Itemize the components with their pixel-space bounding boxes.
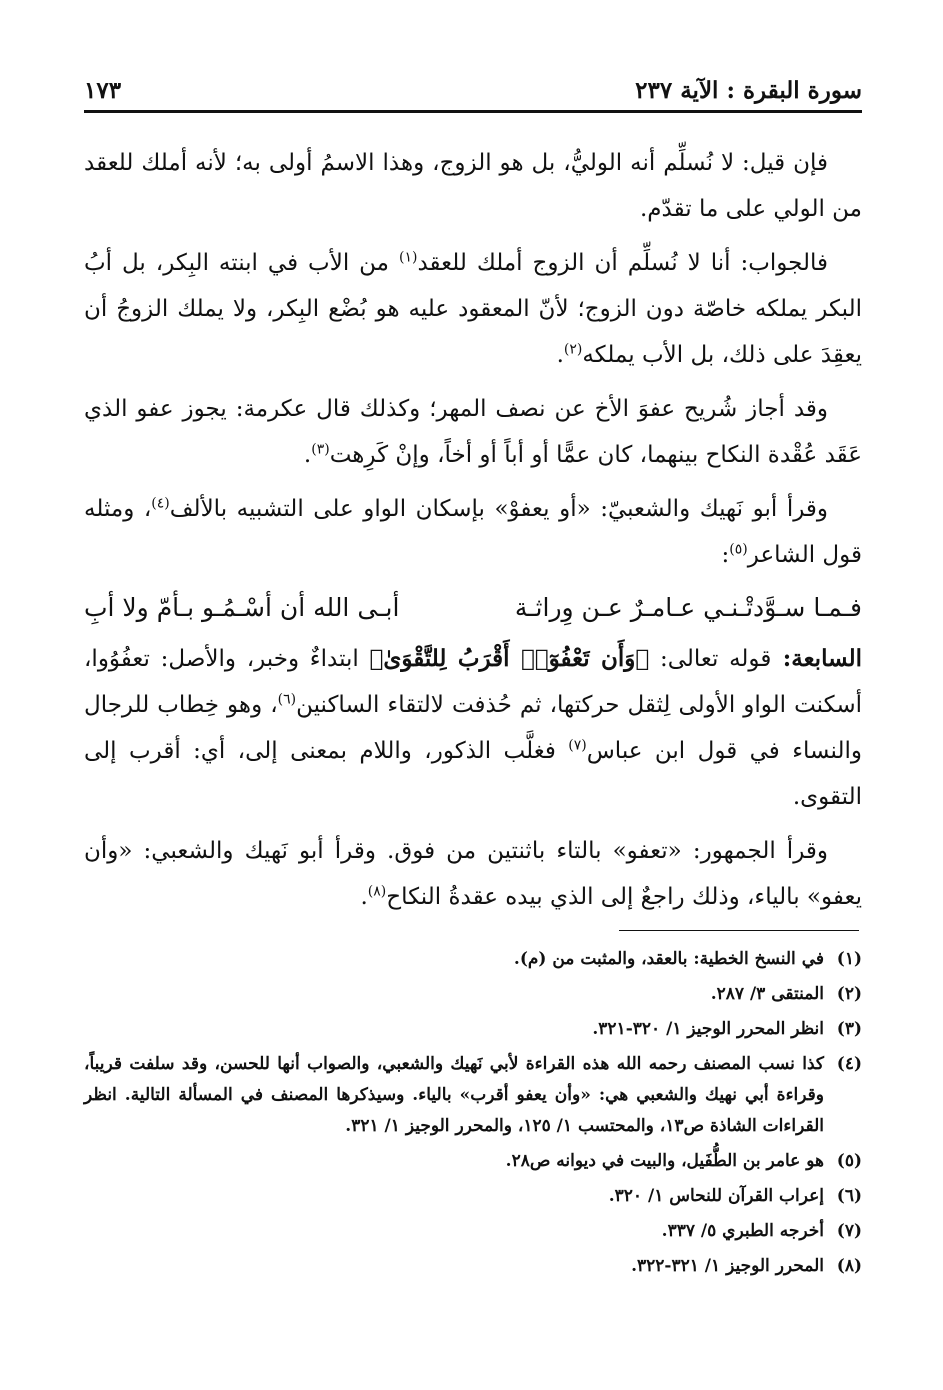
paragraph-punct: .: [556, 342, 564, 368]
footnote-text: انظر المحرر الوجيز ١/ ٣٢٠-٣٢١.: [592, 1019, 824, 1039]
footnote-ref[interactable]: (٧): [568, 737, 587, 754]
paragraph-text: ، وهو خِطاب للرجال والنساء في قول ابن عباس: [84, 692, 862, 764]
paragraph-objection: [84, 140, 862, 232]
footnote: [84, 1049, 862, 1142]
paragraph-shurayh: [84, 386, 862, 478]
footnote-ref[interactable]: (٦): [277, 691, 297, 708]
main-text: [84, 140, 862, 928]
footnote-ref[interactable]: (١): [398, 249, 418, 266]
paragraph-punct: .: [360, 884, 368, 910]
paragraph-text: فإن قيل: لا نُسلِّم أنه الوليُّ، بل هو الزوج، وهذا الاسمُ أولى به؛ لأنه أملك للعقد من الولي على ما تقدّم.: [84, 150, 862, 222]
running-head: [84, 62, 862, 106]
footnote-divider: [619, 930, 859, 931]
paragraph-text: فالجواب: أنا لا نُسلِّم أن الزوج أملك للعقد: [417, 250, 828, 276]
paragraph-seventh: [84, 636, 862, 820]
paragraph-text: قوله تعالى:: [649, 646, 772, 672]
footnote-number: (٤): [836, 1054, 862, 1074]
footnote: [84, 944, 862, 975]
paragraph-punct: :: [721, 542, 730, 568]
footnote-text: المنتقى ٣/ ٢٨٧.: [710, 984, 824, 1004]
footnote-ref[interactable]: (٨): [367, 883, 387, 900]
footnote-text: إعراب القرآن للنحاس ١/ ٣٢٠.: [608, 1186, 824, 1206]
paragraph-text: ، ومثله قول الشاعر: [84, 496, 862, 568]
footnote-text: في النسخ الخطية: بالعقد، والمثبت من (م).: [513, 949, 824, 969]
paragraph-text: وقرأ أبو نَهيك والشعبيّ: «أو يعفوْ» بإسكان الواو على التشبيه بالألف: [169, 496, 828, 522]
footnotes: [84, 944, 862, 1286]
verse-first-hemistich: فـمـا سـوَّدتْـنـي عـامـرٌ عـن وِراثـة: [514, 593, 862, 622]
footnote-ref[interactable]: (٣): [311, 441, 330, 458]
footnote: [84, 1014, 862, 1045]
paragraph-majority: [84, 828, 862, 920]
footnote-number: (٧): [836, 1221, 862, 1241]
footnote: [84, 1146, 862, 1177]
footnote-number: (٢): [836, 984, 862, 1004]
footnote-number: (٦): [836, 1186, 862, 1206]
footnote-number: (١): [836, 949, 862, 969]
footnote: [84, 1181, 862, 1212]
footnote: [84, 1251, 862, 1282]
paragraph-text: من الأب في ابنته البِكر، بل أبُ البكر يملكه خاصّة دون الزوج؛ لأنّ المعقود عليه هو بُضْع البِكر، ولا يملك الزوجُ أن يعقِدَ على ذلك، بل الأب يملكه: [84, 250, 862, 368]
footnote-ref[interactable]: (٢): [563, 341, 583, 358]
footnote-text: المحرر الوجيز ١/ ٣٢١-٣٢٢.: [631, 1256, 824, 1276]
paragraph-punct: .: [303, 442, 312, 468]
paragraph-text: ابتداءٌ وخبر، والأصل: تعفُوُوا، أسكنت الواو الأولى لِثقل حركتها، ثم حُذفت لالتقاء الساكنين: [84, 646, 862, 718]
verse-second-hemistich: أبـى الله أن أسْـمُـو بـأمّ ولا أبِ: [84, 593, 400, 622]
footnote-text: هو عامر بن الطُّفَيل، والبيت في ديوانه ص٢٨.: [505, 1151, 824, 1171]
footnote: [84, 979, 862, 1010]
header-rule: [84, 110, 862, 113]
quran-quote: ﴿وَأَن تَعْفُوٓا۟ أَقْرَبُ لِلتَّقْوَىٰ﴾: [369, 645, 650, 672]
section-lead: السابعة:: [771, 645, 862, 672]
footnote: [84, 1216, 862, 1247]
paragraph-text: وقرأ الجمهور: «تعفو» بالتاء باثنتين من فوق. وقرأ أبو نَهيك والشعبي: «وأن يعفو» بالياء، وذلك راجعٌ إلى الذي بيده عقدةُ النكاح: [84, 838, 862, 910]
footnote-text: كذا نسب المصنف رحمه الله هذه القراءة لأبي نَهيك والشعبي، والصواب أنها للحسن، وقد سلفت قريباً، وقراءة أبي نهيك والشعبي هي: «وأن يعفو أقرب» بالياء. وسيذكرها المصنف في المسألة التالية. انظر القراءات الشاذة ص١٣، والمحتسب ١/ ١٢٥، والمحرر الوجيز ١/ ٣٢١.: [84, 1054, 824, 1136]
page-number: ١٧٣: [84, 77, 122, 104]
footnote-number: (٥): [836, 1151, 862, 1171]
footnote-text: أخرجه الطبري ٥/ ٣٣٧.: [661, 1221, 824, 1241]
footnote-ref[interactable]: (٤): [151, 495, 170, 512]
footnote-number: (٨): [836, 1256, 862, 1276]
paragraph-text: وقد أجاز شُريح عفوَ الأخ عن نصف المهر؛ وكذلك قال عكرمة: يجوز عفو الذي عَقَد عُقْدة النكاح بينهما، كان عمًّا أو أباً أو أخاً، وإنْ كَرِهت: [84, 396, 862, 468]
footnote-number: (٣): [836, 1019, 862, 1039]
paragraph-answer: [84, 240, 862, 378]
paragraph-reading: [84, 486, 862, 578]
paragraph-text: فغلَّب الذكور، واللام بمعنى إلى، أي: أقرب إلى التقوى.: [84, 738, 862, 810]
footnote-ref[interactable]: (٥): [729, 541, 748, 558]
running-head-title: سورة البقرة : الآية ٢٣٧: [635, 77, 862, 104]
poetry-verse: [84, 586, 862, 630]
